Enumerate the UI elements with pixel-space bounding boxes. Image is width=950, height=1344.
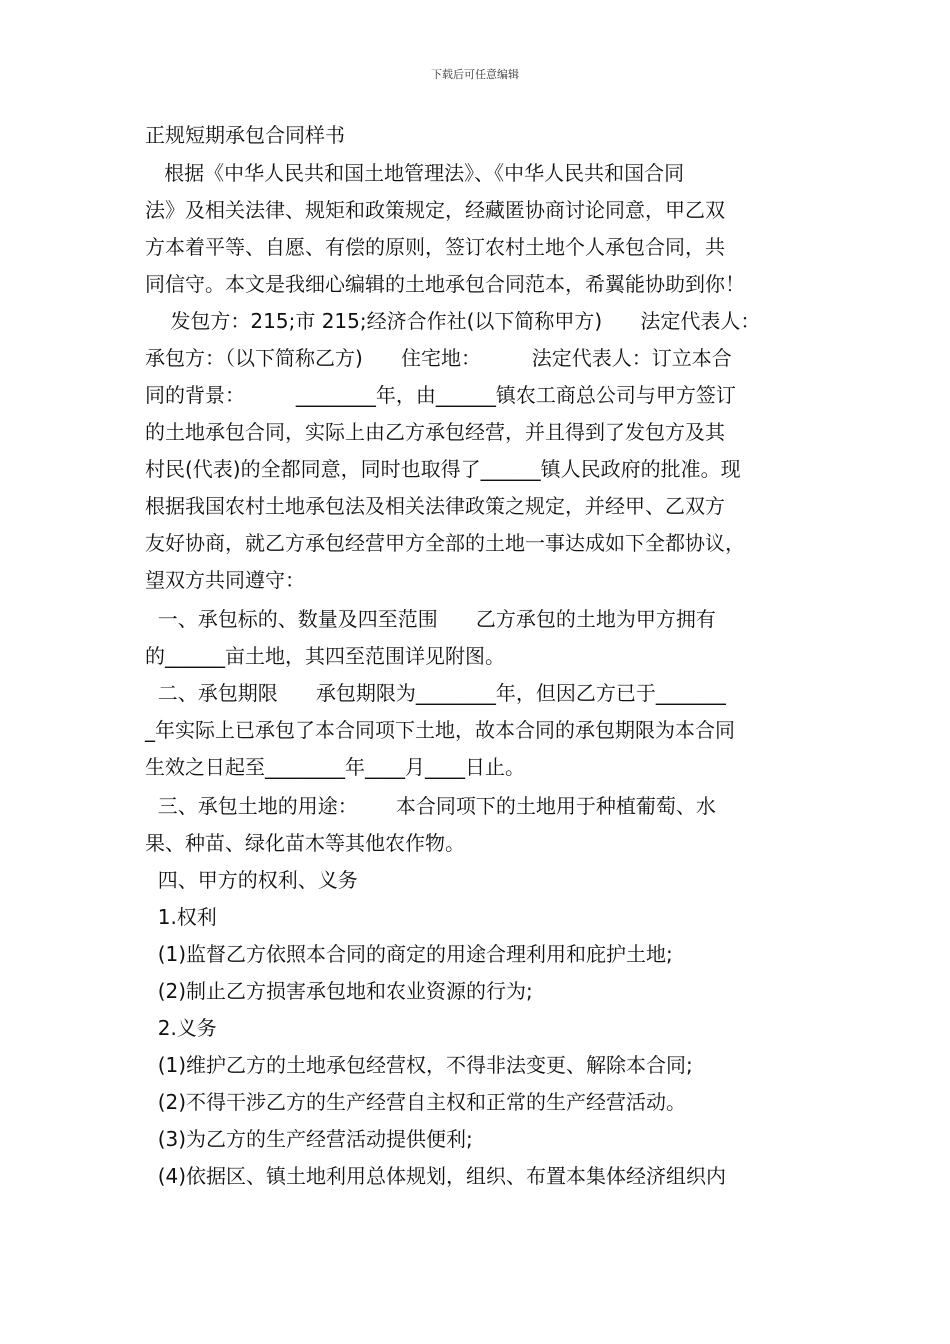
section-heading: 一、承包标的、数量及四至范围 乙方承包的土地为甲方拥有	[145, 607, 716, 631]
body-line: 同的背景： ________年，由______镇农工商总公司与甲方签订	[145, 383, 736, 407]
body-line: 同信守。本文是我细心编辑的土地承包合同范本，希翼能协助到你！	[145, 272, 745, 296]
body-line: 根据《中华人民共和国土地管理法》、《中华人民共和国合同	[145, 161, 685, 185]
body-line: 村民(代表)的全都同意，同时也取得了______镇人民政府的批准。现	[145, 457, 741, 481]
body-line: 友好协商，就乙方承包经营甲方全部的土地一事达成如下全都协议，	[145, 531, 745, 555]
body-line: 望双方共同遵守：	[145, 568, 305, 592]
body-line: 果、种苗、绿化苗木等其他农作物。	[145, 831, 465, 855]
subsection-heading: 2.义务	[145, 1016, 217, 1040]
body-line: 承包方：（以下简称乙方) 住宅地： 法定代表人：订立本合	[145, 346, 732, 370]
list-item: (1)监督乙方依照本合同的商定的用途合理利用和庇护土地;	[145, 942, 673, 966]
body-line: 法》及相关法律、规矩和政策规定，经藏匿协商讨论同意，甲乙双	[145, 198, 725, 222]
body-line: _年实际上已承包了本合同项下土地，故本合同的承包期限为本合同	[145, 718, 735, 742]
body-line: 方本着平等、自愿、有偿的原则，签订农村土地个人承包合同，共	[145, 235, 725, 259]
body-line: 生效之日起至________年____月____日止。	[145, 755, 525, 779]
list-item: (4)依据区、镇土地利用总体规划，组织、布置本集体经济组织内	[145, 1164, 727, 1188]
section-heading: 二、承包期限 承包期限为________年，但因乙方已于_______	[145, 681, 726, 705]
body-line: 的______亩土地，其四至范围详见附图。	[145, 644, 505, 668]
section-heading: 三、承包土地的用途： 本合同项下的土地用于种植葡萄、水	[145, 794, 716, 818]
list-item: (3)为乙方的生产经营活动提供便利;	[145, 1127, 473, 1151]
list-item: (2)不得干涉乙方的生产经营自主权和正常的生产经营活动。	[145, 1090, 687, 1114]
list-item: (2)制止乙方损害承包地和农业资源的行为;	[145, 979, 533, 1003]
body-line: 发包方：215;市 215;经济合作社(以下简称甲方) 法定代表人：	[145, 309, 761, 333]
subsection-heading: 1.权利	[145, 905, 217, 929]
page-header: 下载后可任意编辑	[431, 68, 519, 81]
document-title: 正规短期承包合同样书	[145, 123, 345, 147]
list-item: (1)维护乙方的土地承包经营权，不得非法变更、解除本合同;	[145, 1053, 693, 1077]
section-heading: 四、甲方的权利、义务	[145, 868, 358, 892]
body-line: 根据我国农村土地承包法及相关法律政策之规定，并经甲、乙双方	[145, 494, 725, 518]
body-line: 的土地承包合同，实际上由乙方承包经营，并且得到了发包方及其	[145, 420, 725, 444]
